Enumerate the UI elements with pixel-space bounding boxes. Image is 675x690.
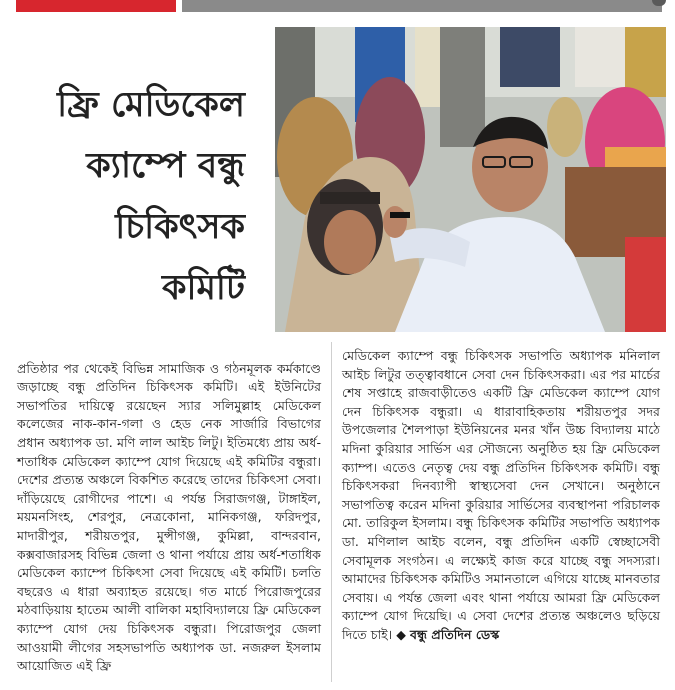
article-photo	[275, 27, 666, 332]
masthead-gray-bar	[182, 0, 662, 12]
article-body-right-column	[342, 347, 660, 645]
headline-line: ক্যাম্পে বন্ধু	[86, 146, 245, 187]
masthead-red-bar	[16, 0, 176, 12]
article-byline: বন্ধু প্রতিদিন ডেস্ক	[409, 626, 500, 642]
page-corner-mark	[652, 0, 666, 6]
article-headline	[15, 75, 245, 319]
headline-line: কমিটি	[161, 268, 245, 309]
article-body-left-column: প্রতিষ্ঠার পর থেকেই বিভিন্ন সামাজিক ও গঠনমূলক কর্মকাণ্ডে জড়াচ্ছে বন্ধু প্রতিদিন চিকিৎসক কমিটি। এই ইউনিটের সভাপতির দায়িত্বে রয়েছেন স্যার সলিমুল্লাহ মেডিকেল কলেজের নাক-কান-গলা ও হেড নেক সার্জারি বিভাগের প্রধান অধ্যাপক ডা. মণি লাল আইচ লিটু। ইতিমধ্যে প্রায় অর্ধ-শতাধিক মেডিকেল ক্যাম্পে যোগ দিয়েছে এই কমিটির বন্ধুরা। দেশের প্রত্যন্ত অঞ্চলে বিকশিত করেছে তাদের চিকিৎসা সেবা। দাঁড়িয়েছে রোগীদের পাশে। এ পর্যন্ত সিরাজগঞ্জ, টাঙ্গাইল, ময়মনসিংহ, শেরপুর, নেত্রকোনা, মানিকগঞ্জ, ফরিদপুর, মাদারীপুর, শরীয়তপুর, মুন্সীগঞ্জ, কুমিল্লা, বান্দরবান, কক্সবাজারসহ বিভিন্ন জেলা ও থানা পর্যায়ে প্রায় অর্ধ-শতাধিক মেডিকেল ক্যাম্পে চিকিৎসা সেবা দিয়েছে এই কমিটি। চলতি বছরেও এ ধারা অব্যাহত রয়েছে। গত মার্চে পিরোজপুরের মঠবাড়িয়ায় হাতেম আলী বালিকা মহাবিদ্যালয়ে ফ্রি মেডিকেল ক্যাম্পে যোগ দেয় চিকিৎসক বন্ধুরা। পিরোজপুর জেলা আওয়ামী লীগের সহসভাপতি অধ্যাপক ডা. নজরুল ইসলাম আয়োজিত এই ফ্রি	[17, 360, 321, 674]
byline-diamond-icon: ◆	[396, 626, 406, 642]
headline-line: চিকিৎসক	[115, 207, 245, 248]
article-body-right-text: মেডিকেল ক্যাম্পে বন্ধু চিকিৎসক সভাপতি অধ্যাপক মনিলাল আইচ লিটুর তত্ত্বাবধানে সেবা দেন চিকিৎসকরা। এর পর মার্চের শেষ সপ্তাহে রাজবাড়ীতেও একটি ফ্রি মেডিকেল ক্যাম্পে যোগ দেন চিকিৎসক বন্ধুরা। এ ধারাবাহিকতায় শরীয়তপুর সদর উপজেলার শৈলপাড়া ইউনিয়নের মনর খাঁন উচ্চ বিদ্যালয় মাঠে মদিনা কুরিয়ার সার্ভিস এর সৌজন্যে অনুষ্ঠিত হয় ফ্রি মেডিকেল ক্যাম্প। এতেও নেতৃত্ব দেয় বন্ধু প্রতিদিন চিকিৎসক কমিটি। বন্ধু চিকিৎসকরা দিনব্যাপী স্বাস্থ্যসেবা দেন সেখানে। অনুষ্ঠানে সভাপতিত্ব করেন মদিনা কুরিয়ার সার্ভিসের ব্যবস্থাপনা পরিচালক মো. তারিকুল ইসলাম। বন্ধু চিকিৎসক কমিটির সভাপতি অধ্যাপক ডা. মণিলাল আইচ বলেন, বন্ধু প্রতিদিন একটি স্বেচ্ছাসেবী সেবামূলক সংগঠন। এ লক্ষ্যেই কাজ করে যাচ্ছে বন্ধু সদস্যরা। আমাদের চিকিৎসক কমিটিও সমানতালে এগিয়ে যাচ্ছে মানবতার সেবায়। এ পর্যন্ত জেলা এবং থানা পর্যায়ে আমরা ফ্রি মেডিকেল ক্যাম্পে যোগ দিয়েছি। এ সেবা দেশের প্রত্যন্ত অঞ্চলেও ছড়িয়ে দিতে চাই।	[342, 348, 660, 642]
column-divider	[331, 342, 332, 682]
headline-line: ফ্রি মেডিকেল	[57, 85, 245, 126]
